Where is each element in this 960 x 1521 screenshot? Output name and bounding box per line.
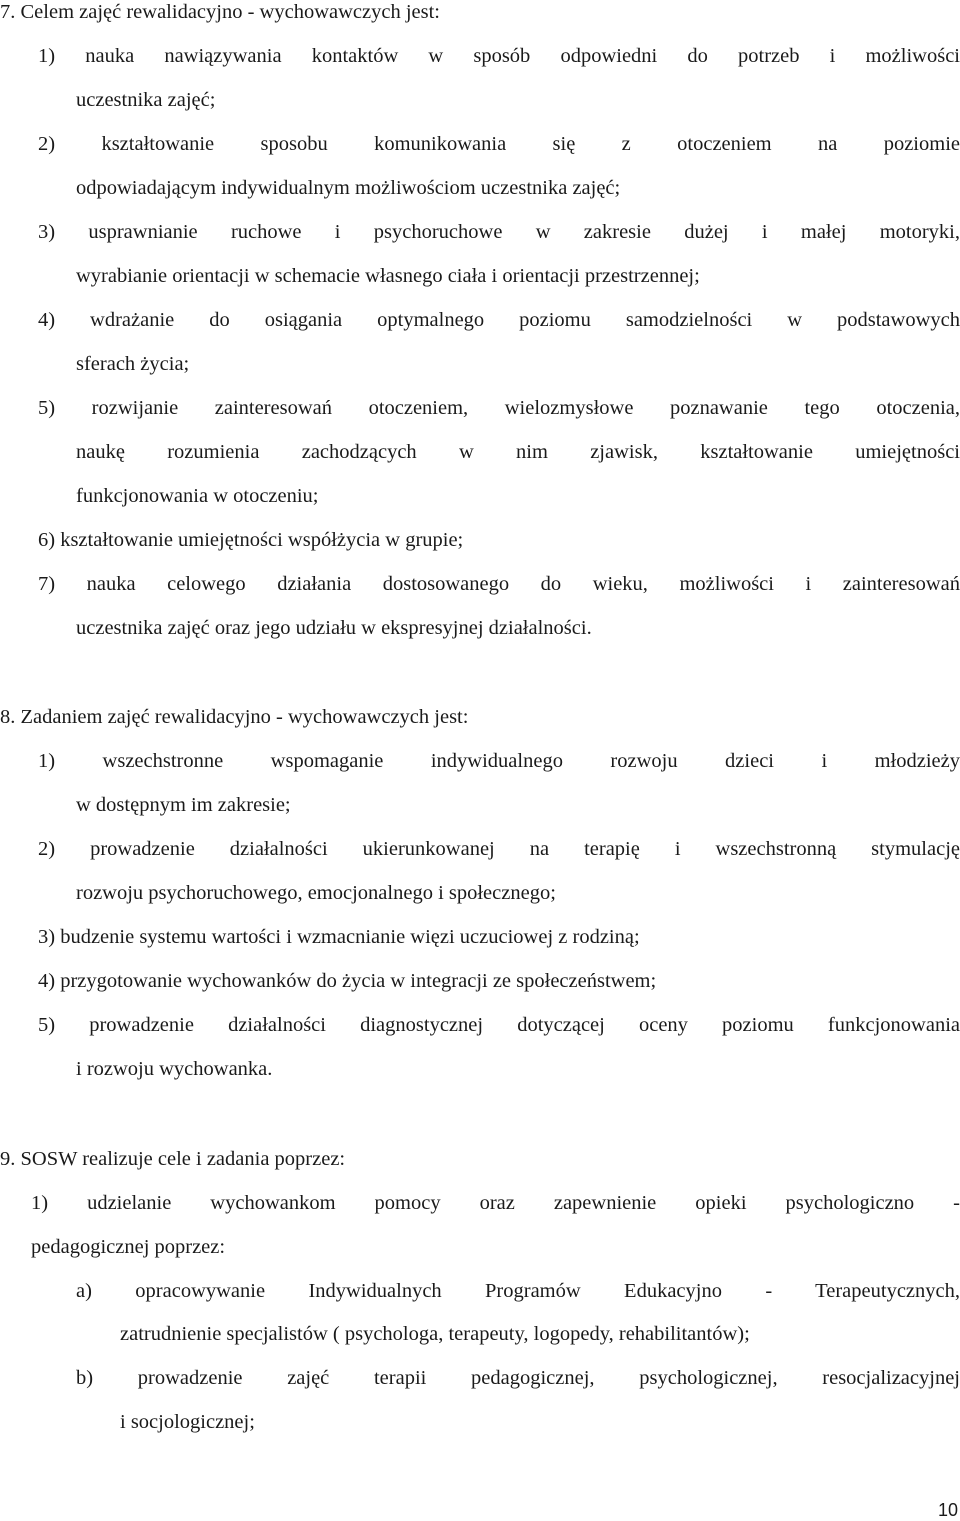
section-9-subitem-b-line-1: b) prowadzenie zajęć terapii pedagogicznej, psychologicznej, resocjalizacyjnej [76,1367,960,1389]
section-7-item-4-line-1: 4) wdrażanie do osiągania optymalnego poziomu samodzielności w podstawowych [38,309,960,331]
section-8-heading: 8. Zadaniem zajęć rewalidacyjno - wychowawczych jest: [0,706,469,728]
section-8-item-4-line-1: 4) przygotowanie wychowanków do życia w integracji ze społeczeństwem; [38,970,657,992]
section-8-item-1-line-2: w dostępnym im zakresie; [76,794,291,816]
section-9-heading: 9. SOSW realizuje cele i zadania poprzez: [0,1148,346,1170]
section-7-item-3-line-2: wyrabianie orientacji w schemacie własnego ciała i orientacji przestrzennej; [76,265,700,287]
section-8-item-3-line-1: 3) budzenie systemu wartości i wzmacnianie więzi uczuciowej z rodziną; [38,926,640,948]
section-7-item-7-line-1: 7) nauka celowego działania dostosowanego do wieku, możliwości i zainteresowań [38,573,960,595]
section-7-item-1-line-1: 1) nauka nawiązywania kontaktów w sposób odpowiedni do potrzeb i możliwości [38,45,960,67]
section-7-item-6-line-1: 6) kształtowanie umiejętności współżycia w grupie; [38,529,464,551]
section-9-subitem-a-line-1: a) opracowywanie Indywidualnych Programów Edukacyjno - Terapeutycznych, [76,1280,960,1302]
section-7-heading: 7. Celem zajęć rewalidacyjno - wychowawczych jest: [0,1,440,23]
page-number: 10 [937,1500,958,1520]
section-9-item-1-line-1: 1) udzielanie wychowankom pomocy oraz zapewnienie opieki psychologiczno - [31,1192,960,1214]
section-8-item-5-line-1: 5) prowadzenie działalności diagnostycznej dotyczącej oceny poziomu funkcjonowania [38,1014,960,1036]
section-7-item-5-line-1: 5) rozwijanie zainteresowań otoczeniem, wielozmysłowe poznawanie tego otoczenia, [38,397,960,419]
section-8-item-2-line-2: rozwoju psychoruchowego, emocjonalnego i społecznego; [76,882,556,904]
section-9-item-1-line-2: pedagogicznej poprzez: [31,1236,226,1258]
section-7-item-2-line-1: 2) kształtowanie sposobu komunikowania się z otoczeniem na poziomie [38,133,960,155]
section-8-item-2-line-1: 2) prowadzenie działalności ukierunkowanej na terapię i wszechstronną stymulację [38,838,960,860]
section-9-subitem-a-line-2: zatrudnienie specjalistów ( psychologa, terapeuty, logopedy, rehabilitantów); [120,1323,750,1345]
section-8-item-5-line-2: i rozwoju wychowanka. [76,1058,273,1080]
section-7-item-1-line-2: uczestnika zajęć; [76,89,216,111]
section-7-item-5-line-3: funkcjonowania w otoczeniu; [76,485,319,507]
section-7-item-4-line-2: sferach życia; [76,353,190,375]
section-7-item-5-line-2: naukę rozumienia zachodzących w nim zjawisk, kształtowanie umiejętności [76,441,960,463]
section-7-item-3-line-1: 3) usprawnianie ruchowe i psychoruchowe w zakresie dużej i małej motoryki, [38,221,960,243]
section-8-item-1-line-1: 1) wszechstronne wspomaganie indywidualnego rozwoju dzieci i młodzieży [38,750,960,772]
section-9-subitem-b-line-2: i socjologicznej; [120,1411,255,1433]
section-7-item-7-line-2: uczestnika zajęć oraz jego udziału w ekspresyjnej działalności. [76,617,592,639]
section-7-item-2-line-2: odpowiadającym indywidualnym możliwościom uczestnika zajęć; [76,177,621,199]
